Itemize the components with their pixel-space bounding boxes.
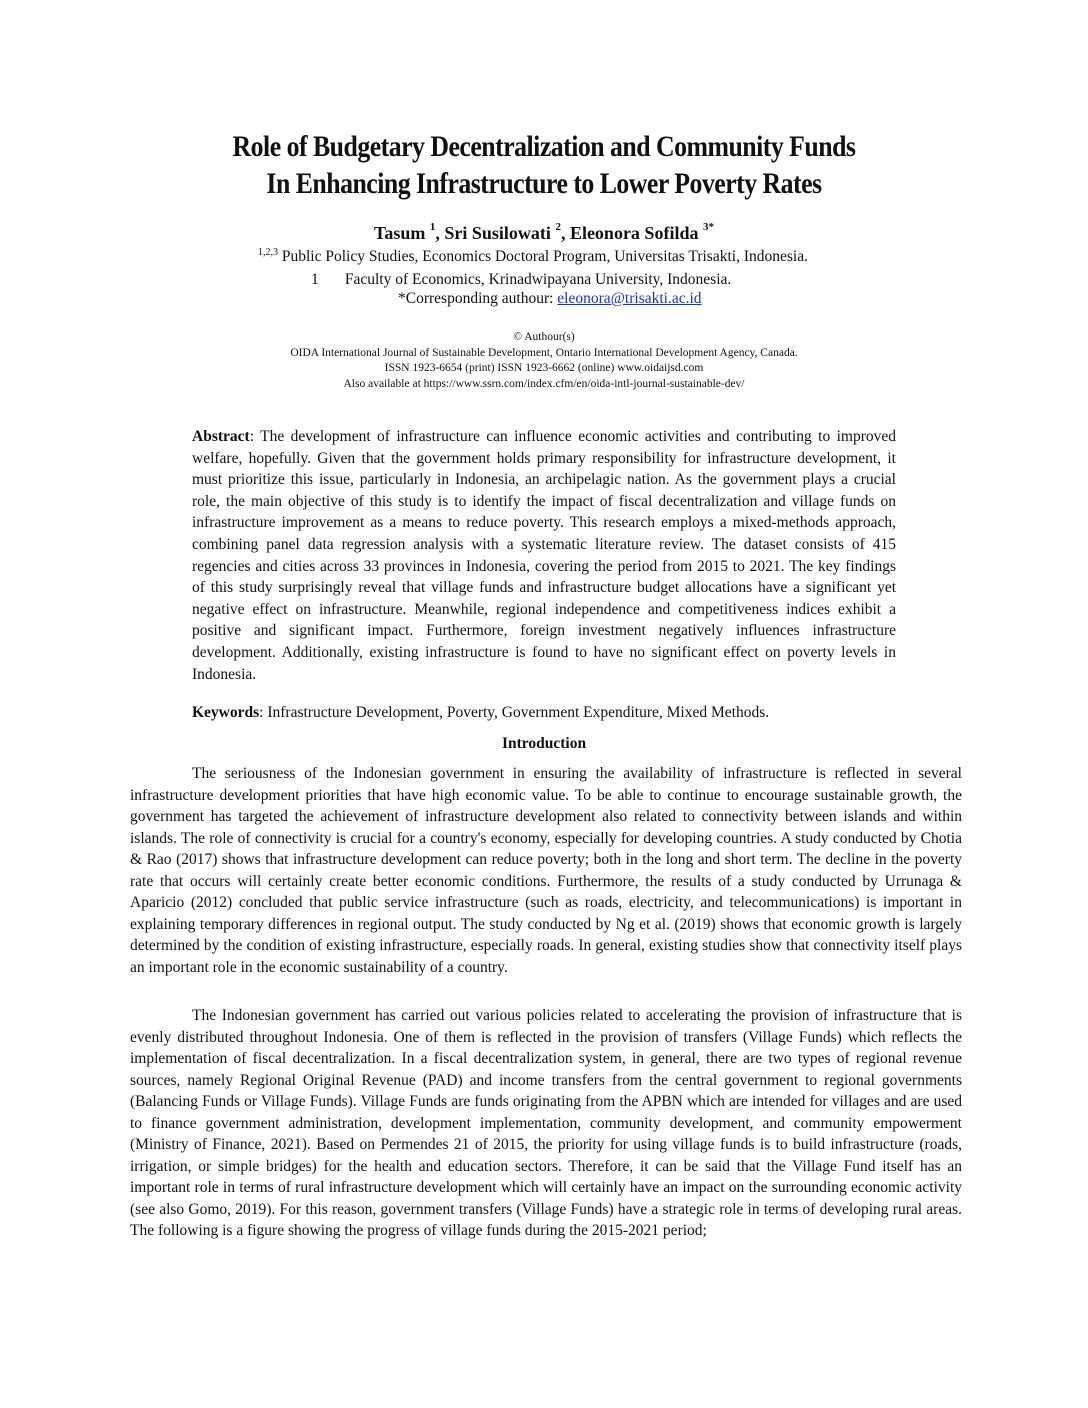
introduction-paragraph-1 [130,763,962,978]
introduction-paragraph-2 [130,1005,962,1242]
abstract-label: Abstract [192,428,250,445]
corresponding-label: *Corresponding authour: [398,290,558,307]
issn-line: ISSN 1923-6654 (print) ISSN 1923-6662 (online) www.oidaijsd.com [384,362,704,374]
paragraph-text: The Indonesian government has carried out various policies related to accelerating the provision of infrastructure that is evenly distributed throughout Indonesia. One of them is reflected in the provision of transfers (Village Funds) which reflects the implementation of fiscal decentralization. In a fiscal decentralization system, in general, there are two types of regional revenue sources, namely Regional Original Revenue (PAD) and income transfers from the central government to regional governments (Balancing Funds or Village Funds). Village Funds are funds originating from the APBN which are intended for villages and are used to finance government administration, development implementation, community development, and community empowerment (Ministry of Finance, 2021). Based on Permendes 21 of 2015, the priority for using village funds is to build infrastructure (roads, irrigation, or simple bridges) for the health and education sectors. Therefore, it can be said that the Village Fund itself has an important role in terms of rural infrastructure development which will certainly have an impact on the surrounding economic activity (see also Gomo, 2019). For this reason, government transfers (Village Funds) have a strategic role in terms of developing rural areas. The following is a figure showing the progress of village funds during the 2015-2021 period; [130,1007,962,1239]
abstract-text: : The development of infrastructure can influence economic activities and contributing to improved welfare, hopefully. Given that the government holds primary responsibility for infrastructure development, it must prioritize this issue, particularly in Indonesia, an archipelagic nation. As the government plays a crucial role, the main objective of this study is to identify the impact of fiscal decentralization and village funds on infrastructure improvement as a means to reduce poverty. This research employs a mixed-methods approach, combining panel data regression analysis with a systematic literature review. The dataset consists of 415 regencies and cities across 33 provinces in Indonesia, covering the period from 2015 to 2021. The key findings of this study surprisingly reveal that village funds and infrastructure budget allocations have a significant yet negative effect on infrastructure. Meanwhile, regional independence and competitiveness indices exhibit a positive and significant impact. Furthermore, foreign investment negatively influences infrastructure development. Additionally, existing infrastructure is found to have no significant effect on poverty levels in Indonesia. [192,428,896,683]
abstract [192,426,896,685]
paragraph-text: The seriousness of the Indonesian government in ensuring the availability of infrastructure is reflected in several infrastructure development priorities that have high economic value. To be able to continue to encourage sustainable growth, the government has targeted the achievement of infrastructure development also related to connectivity between islands and within islands. The role of connectivity is crucial for a country's economy, especially for developing countries. A study conducted by Chotia & Rao (2017) shows that infrastructure development can reduce poverty; both in the long and short term. The decline in the poverty rate that occurs will certainly create better economic conditions. Furthermore, the results of a study conducted by Urrunaga & Aparicio (2012) concluded that public service infrastructure (such as roads, electricity, and telecommunications) is important in explaining temporary differences in regional output. The study conducted by Ng et al. (2019) shows that economic growth is largely determined by the condition of existing infrastructure, especially roads. In general, existing studies show that connectivity itself plays an important role in the economic sustainability of a country. [130,765,962,976]
corresponding-author [398,289,702,309]
corresponding-email-link[interactable]: eleonora@trisakti.ac.id [557,290,702,307]
author-affiliation-marker: 2 [555,221,561,233]
title-line-2: In Enhancing Infrastructure to Lower Poverty Rates [266,167,822,200]
section-heading-introduction: Introduction [501,735,587,752]
paper-title [179,128,908,202]
keywords-label: Keywords [192,704,260,721]
availability-line: Also available at https://www.ssrn.com/index.cfm/en/oida-intl-journal-sustainable-dev/ [343,377,745,390]
affiliation-1 [258,247,808,267]
title-line-1: Role of Budgetary Decentralization and Community Funds [232,130,856,163]
journal-meta [120,330,968,392]
affiliation-marker: 1 [311,271,319,288]
author-list: Tasum $^1$, Sri Susilowati $^2$, Eleonora Sofilda $^{3*}$ [374,221,714,243]
author-name: Sri Susilowati [444,223,551,243]
author-name: Tasum [374,223,426,243]
affiliation-text: Faculty of Economics, Krinadwipayana University, Indonesia. [344,271,732,288]
affiliation-2 [311,270,731,290]
keywords-text: : Infrastructure Development, Poverty, Government Expenditure, Mixed Methods. [259,704,770,721]
affiliation-text: Public Policy Studies, Economics Doctoral Program, Universitas Trisakti, Indonesia. [281,248,808,265]
author-affiliation-marker: 1 [429,221,436,233]
copyright-line: © Authour(s) [513,331,575,343]
affiliation-marker: 1,2,3 [258,246,278,258]
journal-name: OIDA International Journal of Sustainable Development, Ontario International Development Agency, Canada. [290,346,798,359]
author-name: Eleonora Sofilda [569,223,699,243]
keywords [192,702,896,723]
author-affiliation-marker: 3* [702,221,714,233]
